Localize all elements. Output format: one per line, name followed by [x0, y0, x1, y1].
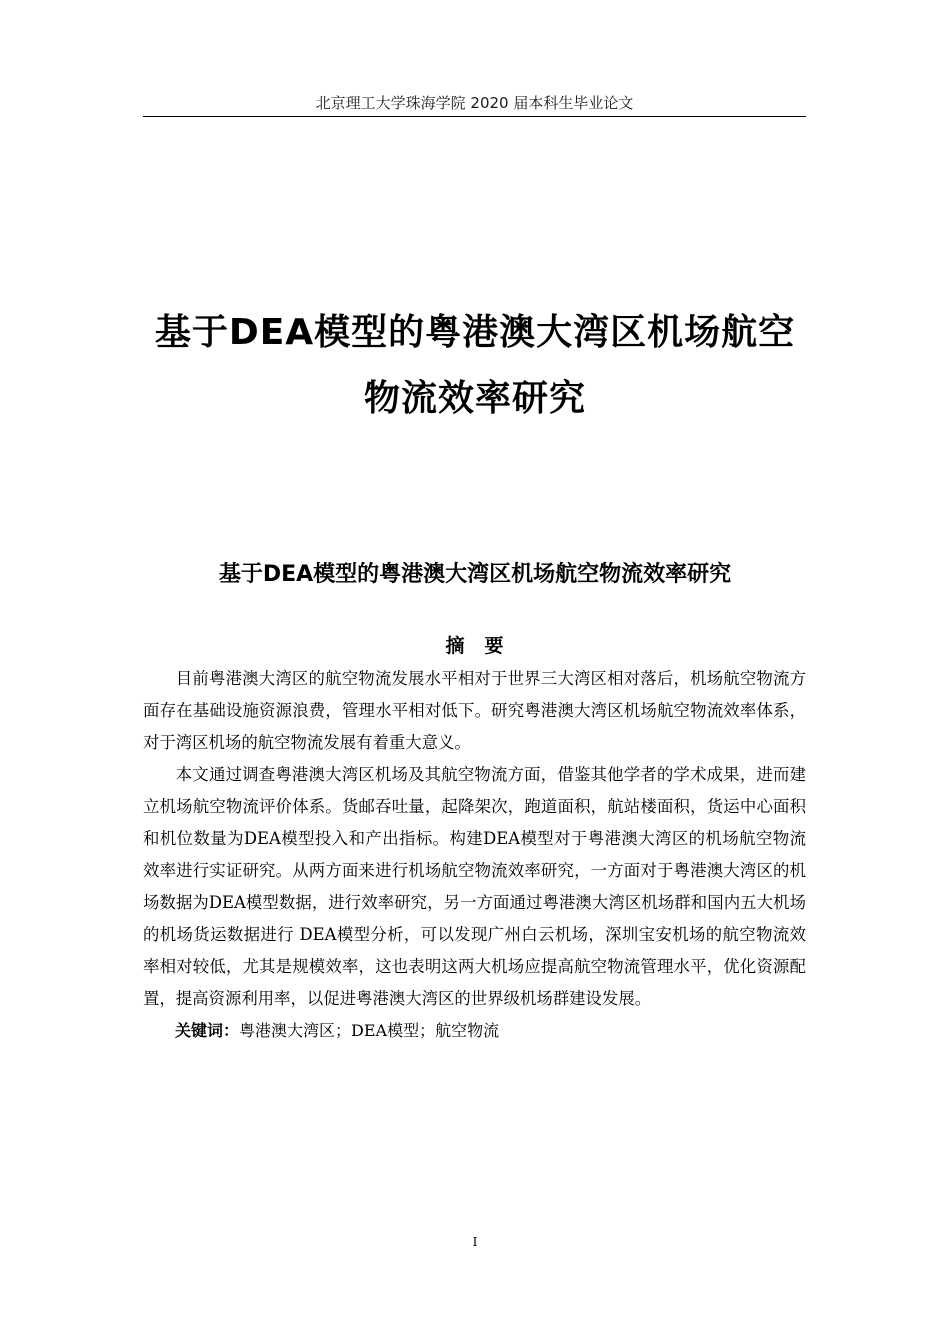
keywords-line: [143, 1015, 806, 1047]
abstract-body: [143, 663, 806, 1047]
abstract-page-title: 基于DEA模型的粤港澳大湾区机场航空物流效率研究: [218, 562, 732, 587]
page-number: I: [472, 1235, 478, 1249]
header-rule: [143, 116, 806, 117]
thesis-title-line-1: 基于DEA模型的粤港澳大湾区机场航空: [154, 312, 796, 353]
keywords-label: 关键词：: [175, 1021, 240, 1040]
abstract-paragraph-1: 目前粤港澳大湾区的航空物流发展水平相对于世界三大湾区相对落后，机场航空物流方面存在基础设施资源浪费，管理水平相对低下。研究粤港澳大湾区机场航空物流效率体系，对于湾区机场的航空物流发展有着重大意义。: [143, 669, 806, 752]
keywords-text: 粤港澳大湾区；DEA模型；航空物流: [239, 1021, 500, 1040]
running-header: 北京理工大学珠海学院 2020 届本科生毕业论文: [315, 94, 634, 112]
abstract-paragraph-2: 本文通过调查粤港澳大湾区机场及其航空物流方面，借鉴其他学者的学术成果，进而建立机场航空物流评价体系。货邮吞吐量，起降架次，跑道面积，航站楼面积，货运中心面积和机位数量为DEA模型投入和产出指标。构建DEA模型对于粤港澳大湾区的机场航空物流效率进行实证研究。从两方面来进行机场航空物流效率研究，一方面对于粤港澳大湾区的机场数据为DEA模型数据，进行效率研究，另一方面通过粤港澳大湾区机场群和国内五大机场的机场货运数据进行 DEA模型分析，可以发现广州白云机场，深圳宝安机场的航空物流效率相对较低，尤其是规模效率，这也表明这两大机场应提高航空物流管理水平，优化资源配置，提高资源利用率，以促进粤港澳大湾区的世界级机场群建设发展。: [143, 765, 806, 1008]
abstract-heading: 摘要: [445, 635, 524, 657]
thesis-title-line-2: 物流效率研究: [363, 378, 586, 419]
thesis-title: [120, 300, 830, 432]
